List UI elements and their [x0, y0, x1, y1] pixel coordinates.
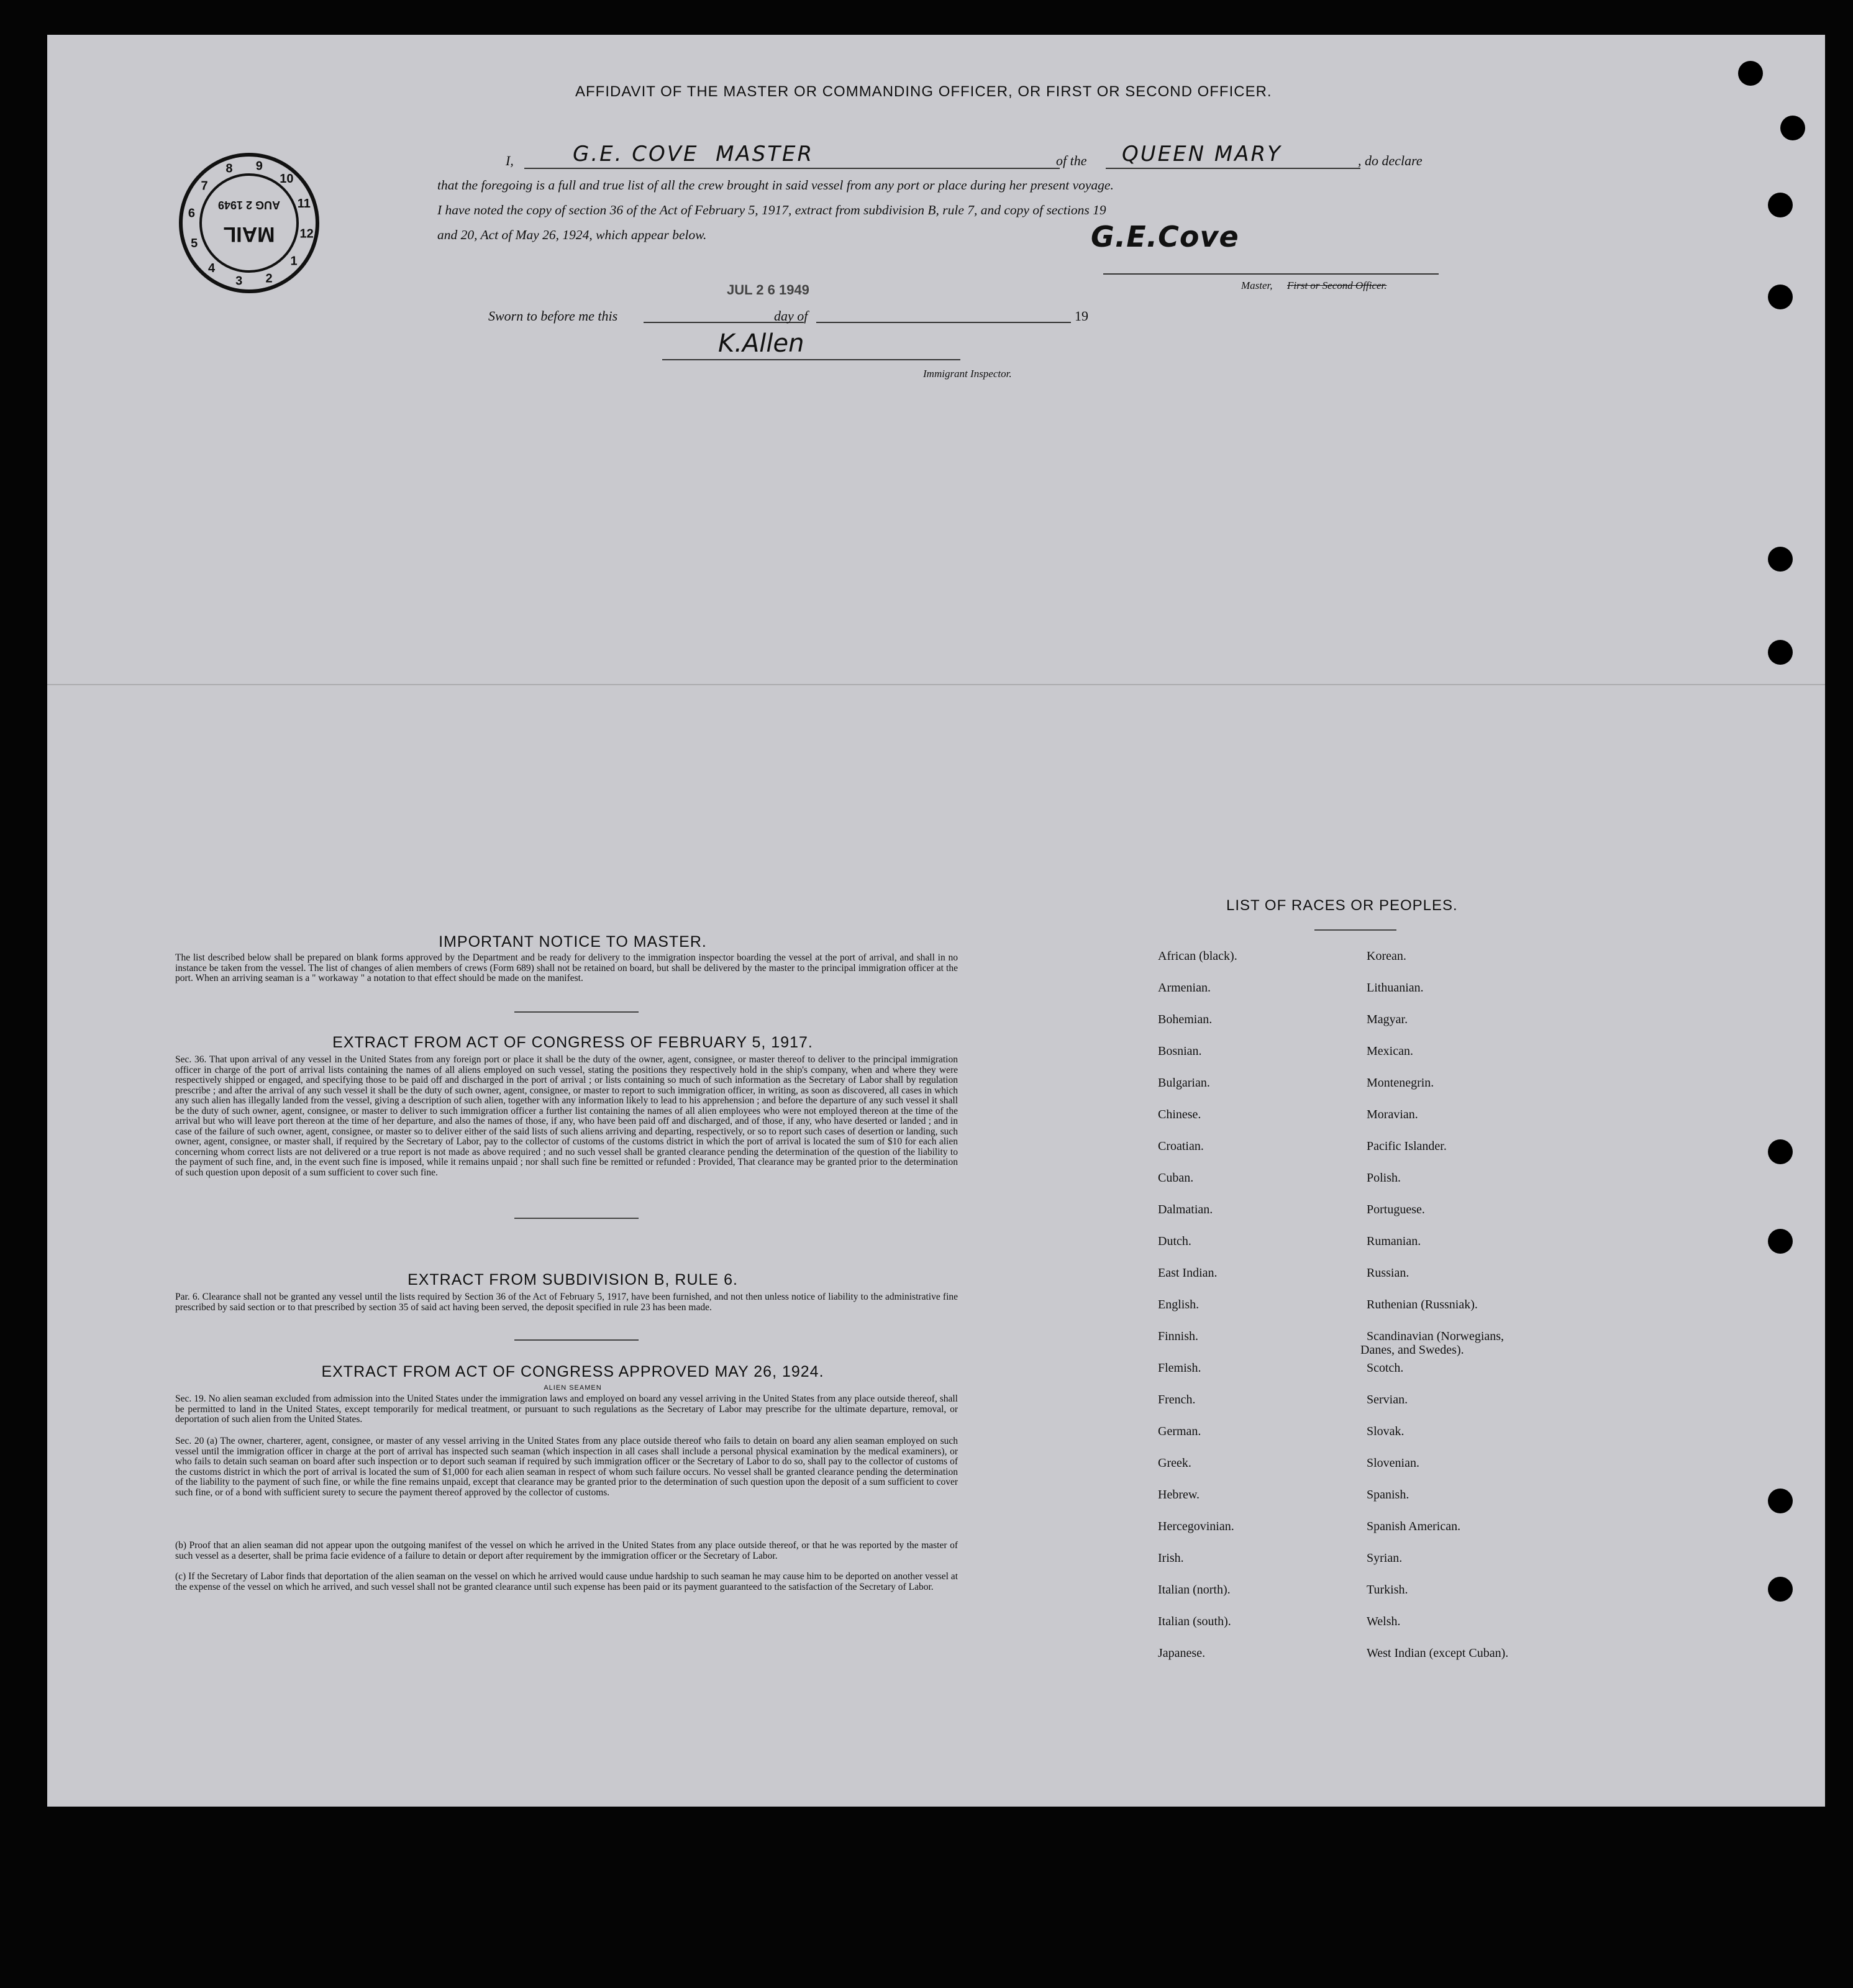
mail-stamp	[178, 152, 321, 294]
section-20b-text: (b) Proof that an alien seaman did not appear upon the outgoing manifest of the vessel on which he arrived in the United States from any place outside thereof, or that he was reported by the master of such vessel as a deserter, shall be prima facie evidence of a failure to detain or deport after requirement by the immigration officer or the Secretary of Labor.	[175, 1540, 958, 1561]
affidavit-line3: I have noted the copy of section 36 of the Act of February 5, 1917, extract from subdivision B, rule 7, and copy of sections 19	[437, 203, 1106, 217]
punch-hole	[1768, 1489, 1793, 1513]
race-item-left: English.	[1158, 1298, 1200, 1311]
stamp-ring-number: 5	[191, 237, 198, 251]
race-item-left: Flemish.	[1158, 1361, 1201, 1375]
stamp-ring-number: 4	[208, 262, 216, 275]
race-item-right: Turkish.	[1367, 1583, 1408, 1597]
race-item-left: Bulgarian.	[1158, 1076, 1210, 1090]
race-item-left: Bohemian.	[1158, 1013, 1213, 1026]
race-item-right: Moravian.	[1367, 1108, 1418, 1121]
affidavit-line4: and 20, Act of May 26, 1924, which appear below.	[437, 227, 707, 242]
affidavit-heading: AFFIDAVIT OF THE MASTER OR COMMANDING OFFICER, OR FIRST OR SECOND OFFICER.	[575, 83, 1272, 100]
alien-seamen-subtitle: ALIEN SEAMEN	[544, 1384, 602, 1392]
race-item-left: Finnish.	[1158, 1329, 1199, 1343]
master-label: Master,	[1241, 280, 1273, 291]
race-item-left: Bosnian.	[1158, 1044, 1202, 1058]
race-item-right: Korean.	[1367, 949, 1406, 963]
race-item-left: East Indian.	[1158, 1266, 1218, 1280]
vessel-name: QUEEN MARY	[1122, 142, 1282, 166]
race-item-right: Scandinavian (Norwegians,	[1367, 1329, 1505, 1343]
divider	[514, 1339, 639, 1341]
sworn-month-line	[816, 322, 1071, 323]
stamp-ring-number: 8	[225, 162, 233, 176]
inspector-signature: K.Allen	[718, 329, 804, 358]
document-page	[47, 35, 1825, 1807]
punch-hole	[1768, 640, 1793, 665]
subdivision-title: EXTRACT FROM SUBDIVISION B, RULE 6.	[407, 1271, 738, 1288]
vessel-name-line	[1106, 168, 1360, 169]
section-20c-text: (c) If the Secretary of Labor finds that deportation of the alien seaman on the vessel on which he arrived would cause undue hardship to such seaman he may cause him to be deported on another vessel at the expense of the vessel on which he arrived, and such vessel shall not be granted clearance until such expense has been paid or its payment guaranteed to the satisfaction of the Secretary of Labor.	[175, 1571, 958, 1592]
race-item-left: Dutch.	[1158, 1234, 1191, 1248]
punch-hole	[1780, 116, 1805, 140]
race-item-right: Servian.	[1367, 1393, 1408, 1407]
race-item-left: Japanese.	[1158, 1646, 1206, 1660]
race-item-left: Dalmatian.	[1158, 1203, 1213, 1216]
race-item-right: Scotch.	[1367, 1361, 1404, 1375]
race-item-left: Armenian.	[1158, 981, 1211, 995]
race-item-left: Hebrew.	[1158, 1488, 1200, 1502]
affidavit-prefix: I,	[506, 153, 514, 168]
race-item-right: Russian.	[1367, 1266, 1409, 1280]
extract-1917-text: Sec. 36. That upon arrival of any vessel in the United States from any foreign port or place it shall be the duty of the owner, agent, consignee, or master thereof to deliver to the principal immigration officer in charge of the port of arrival lists containing the names of all aliens employed on such vessel, stating the positions they respectively hold in the ship's company, when and where they were respectively shipped or engaged, and specifying those to be paid off and discharged in the port of arrival ; or lists containing so much of such information as the Secretary of Labor shall by regulation prescribe ; and after the arrival of any such vessel it shall be the duty of such owner, agent, consignee, or master to report to such immigration officer, in writing, as soon as discovered, all cases in which any such alien has illegally landed from the vessel, giving a description of such alien, together with any information likely to lead to his apprehension ; and before the departure of any such vessel it shall be the duty of such owner, agent, consignee, or master to deliver to such immigration officer a further list containing the names of all alien employees who were not employed thereon at the time of the arrival but who will leave port thereon at the time of her departure, and also the names of those, if any, who have been paid off and discharged, and of those, if any, who have deserted or landed ; and in case of the failure of such owner, agent, consignee, or master so to deliver either of the said lists of such aliens arriving and departing, respectively, or so to report such cases of desertion or landing, such owner, agent, consignee, or master shall, if required by the Secretary of Labor, pay to the collector of customs of the customs district in which the port of arrival is located the sum of $10 for each alien concerning whom correct lists are not delivered or a true report is not made as above required ; and no such vessel shall be granted clearance pending the determination of the question of the liability to the payment of such fine, and, in the event such fine is imposed, while it remains unpaid ; nor shall such fine be remitted or refunded : Provided, That clearance may be granted prior to the determination of such question upon deposit of a sum sufficient to cover such fine.	[175, 1054, 958, 1178]
stamp-mail-text: MAIL	[223, 222, 275, 246]
divider	[514, 1011, 639, 1013]
punch-hole	[1768, 193, 1793, 217]
race-item-right: Mexican.	[1367, 1044, 1413, 1058]
race-item-left: German.	[1158, 1425, 1201, 1438]
punch-hole	[1768, 1577, 1793, 1602]
races-title-underline	[1314, 929, 1396, 931]
stamp-ring-number: 1	[290, 254, 298, 268]
of-the-label: of the	[1056, 153, 1087, 168]
race-item-right: West Indian (except Cuban).	[1367, 1646, 1509, 1660]
races-title: LIST OF RACES OR PEOPLES.	[1226, 897, 1458, 914]
extract-1917-title: EXTRACT FROM ACT OF CONGRESS OF FEBRUARY 5, 1917.	[332, 1034, 813, 1051]
race-item-right: Rumanian.	[1367, 1234, 1421, 1248]
punch-hole	[1768, 1139, 1793, 1164]
struck-officer-label: First or Second Officer.	[1287, 280, 1387, 291]
punch-hole	[1768, 547, 1793, 572]
race-item-right: Slovenian.	[1367, 1456, 1419, 1470]
do-declare-label: , do declare	[1358, 153, 1423, 168]
race-item-left: African (black).	[1158, 949, 1237, 963]
race-item-left: Chinese.	[1158, 1108, 1201, 1121]
master-signature: G.E.Cove	[1091, 220, 1239, 253]
stamp-ring-number: 9	[255, 159, 263, 173]
stamp-ring-number: 6	[188, 206, 195, 221]
race-item-right: Pacific Islander.	[1367, 1139, 1447, 1153]
fold-line	[47, 684, 1825, 685]
race-item-right: Welsh.	[1367, 1615, 1401, 1628]
race-item-right: Syrian.	[1367, 1551, 1403, 1565]
officer-name: G.E. COVE MASTER	[573, 142, 814, 166]
punch-hole	[1738, 61, 1763, 86]
stamp-ring-number: 12	[299, 227, 314, 241]
divider	[514, 1218, 639, 1219]
notice-title: IMPORTANT NOTICE TO MASTER.	[439, 933, 707, 951]
race-item-right: Polish.	[1367, 1171, 1401, 1185]
stamp-ring-number: 10	[280, 172, 294, 186]
extract-1924-title: EXTRACT FROM ACT OF CONGRESS APPROVED MAY 26, 1924.	[321, 1363, 824, 1380]
affidavit-line2: that the foregoing is a full and true list of all the crew brought in said vessel from any port or place during her present voyage.	[437, 178, 1114, 193]
date-stamp: JUL 2 6 1949	[727, 282, 809, 298]
race-item-left: Italian (south).	[1158, 1615, 1231, 1628]
race-item-left: Cuban.	[1158, 1171, 1194, 1185]
race-item-left: Irish.	[1158, 1551, 1184, 1565]
race-item-right: Spanish American.	[1367, 1520, 1461, 1533]
officer-name-line	[524, 168, 1060, 169]
section-20a-text: Sec. 20 (a) The owner, charterer, agent, consignee, or master of any vessel arriving in the United States from any place outside thereof who fails to detain on board any alien seaman employed on such vessel until the immigration officer in charge at the port of arrival has inspected such seaman (which inspection in all cases shall include a personal physical examination by the medical examiners), or who fails to detain such seaman on board after such inspection or to deport such seaman if required by such immigration officer or the Secretary of Labor to do so, shall pay to the collector of customs of the customs district in which the port of arrival is located the sum of $1,000 for each alien seaman in respect of whom such failure occurs. No vessel shall be granted clearance pending the determination of the liability to the payment of such fine, or while the fine remains unpaid, except that clearance may be granted prior to the determination of such question upon the deposit of a sum sufficient to cover such fine, or of a bond with sufficient surety to secure the payment thereof approved by the collector of customs.	[175, 1436, 958, 1498]
inspector-line	[662, 359, 960, 360]
punch-hole	[1768, 285, 1793, 309]
race-item-right: Spanish.	[1367, 1488, 1409, 1502]
race-right-continuation: Danes, and Swedes).	[1360, 1343, 1464, 1357]
race-item-left: Italian (north).	[1158, 1583, 1231, 1597]
race-item-right: Magyar.	[1367, 1013, 1408, 1026]
race-item-left: Hercegovinian.	[1158, 1520, 1234, 1533]
race-item-right: Portuguese.	[1367, 1203, 1425, 1216]
stamp-date-text: AUG 2 1949	[217, 199, 281, 211]
stamp-ring-number: 7	[201, 179, 208, 193]
race-item-left: Greek.	[1158, 1456, 1191, 1470]
day-of-label: day of	[774, 308, 808, 324]
stamp-ring-number: 3	[235, 274, 243, 288]
signature-line	[1103, 273, 1439, 275]
subdivision-text: Par. 6. Clearance shall not be granted any vessel until the lists required by Section 36 of the Act of February 5, 1917, have been furnished, and not then unless notice of liability to the administrative fine prescribed by said section or to that prescribed by section 35 of said act having been served, the deposit specified in rule 23 has been made.	[175, 1292, 958, 1313]
inspector-label: Immigrant Inspector.	[923, 368, 1012, 380]
race-item-right: Montenegrin.	[1367, 1076, 1434, 1090]
race-item-right: Ruthenian (Russniak).	[1367, 1298, 1478, 1311]
race-item-left: Croatian.	[1158, 1139, 1204, 1153]
race-item-right: Lithuanian.	[1367, 981, 1424, 995]
section-19-text: Sec. 19. No alien seaman excluded from admission into the United States under the immigration laws and employed on board any vessel arriving in the United States from any place outside thereof, shall be permitted to land in the United States, except temporarily for medical treatment, or pursuant to such regulations as the Secretary of Labor may prescribe for the ultimate departure, removal, or deportation of such alien from the United States.	[175, 1393, 958, 1425]
sworn-label: Sworn to before me this	[488, 308, 618, 324]
punch-hole	[1768, 1229, 1793, 1254]
stamp-ring-number: 2	[265, 271, 273, 286]
stamp-ring-number: 11	[297, 196, 311, 211]
race-item-left: French.	[1158, 1393, 1196, 1407]
notice-text: The list described below shall be prepared on blank forms approved by the Department and be ready for delivery to the immigration inspector boarding the vessel at the port of arrival, and shall in no instance be taken from the vessel. The list of changes of alien members of crews (Form 689) shall not be retained on board, but shall be delivered by the master to the principal immigration officer at the port. When an arriving seaman is a " workaway " a notation to that effect should be made on the manifest.	[175, 952, 958, 983]
race-item-right: Slovak.	[1367, 1425, 1405, 1438]
year-label: 19	[1075, 308, 1088, 324]
